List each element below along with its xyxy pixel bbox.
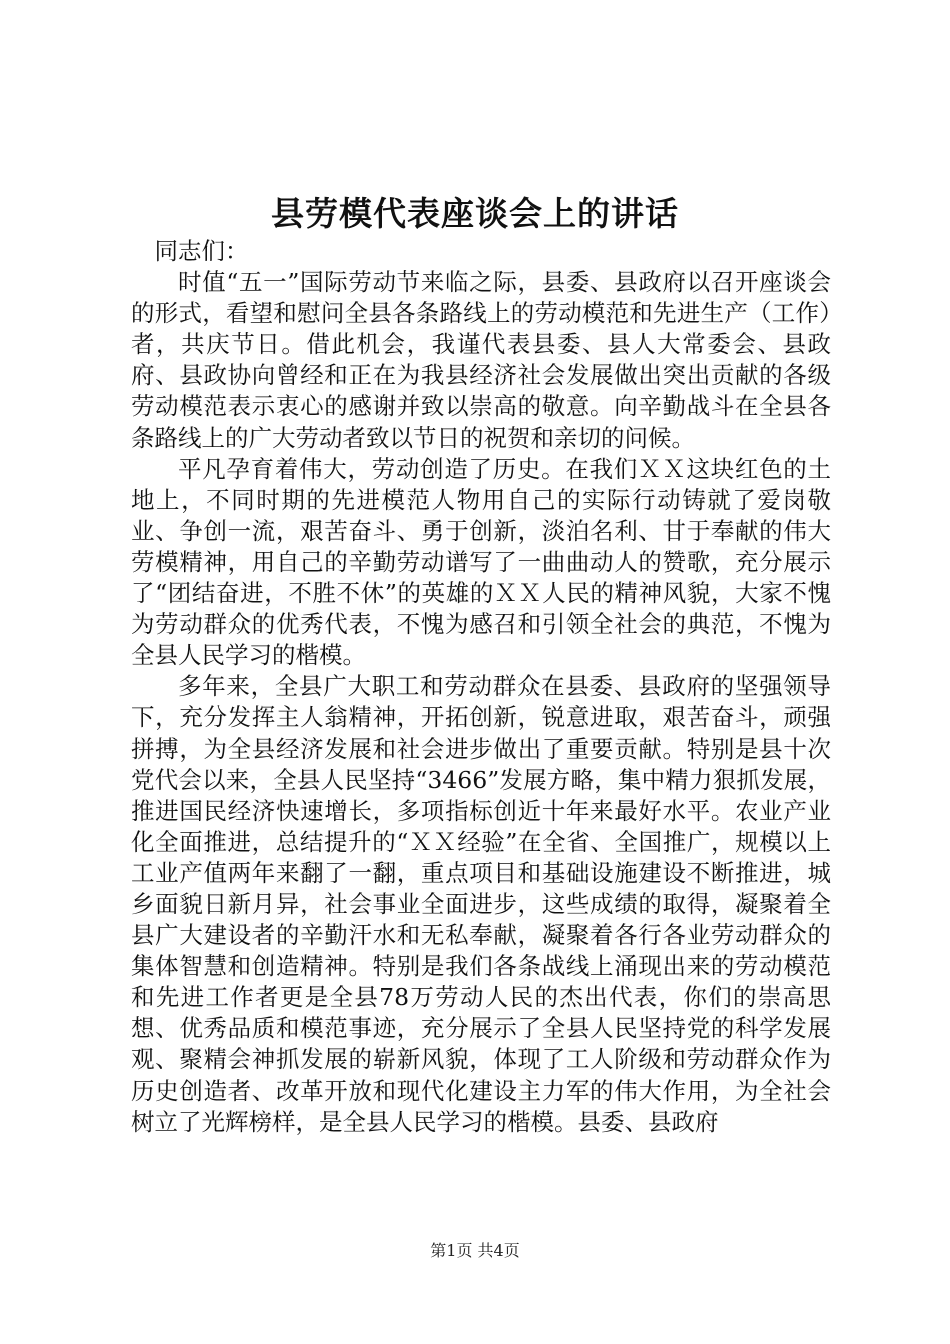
paragraph-1: 时值“五一”国际劳动节来临之际，县委、县政府以召开座谈会的形式，看望和慰问全县各条路线上的劳动模范和先进生产（工作）者，共庆节日。借此机会，我谨代表县委、县人大常委会、县政府、县政协向曾经和正在为我县经济社会发展做出突出贡献的各级劳动模范表示衷心的感谢并致以崇高的敬意。向辛勤战斗在全县各条路线上的广大劳动者致以节日的祝贺和亲切的问候。 [131,268,831,452]
paragraph-3: 多年来，全县广大职工和劳动群众在县委、县政府的坚强领导下，充分发挥主人翁精神，开拓创新，锐意进取，艰苦奋斗，顽强拼搏，为全县经济发展和社会进步做出了重要贡献。特别是县十次党代会以来，全县人民坚持“3466”发展方略，集中精力狠抓发展，推进国民经济快速增长，多项指标创近十年来最好水平。农业产业化全面推进，总结提升的“ＸＸ经验”在全省、全国推广，规模以上工业产值两年来翻了一翻，重点项目和基础设施建设不断推进，城乡面貌日新月异，社会事业全面进步，这些成绩的取得，凝聚着全县广大建设者的辛勤汗水和无私奉献，凝聚着各行各业劳动群众的集体智慧和创造精神。特别是我们各条战线上涌现出来的劳动模范和先进工作者更是全县78万劳动人民的杰出代表，你们的崇高思想、优秀品质和模范事迹，充分展示了全县人民坚持党的科学发展观、聚精会神抓发展的崭新风貌，体现了工人阶级和劳动群众作为历史创造者、改革开放和现代化建设主力军的伟大作用，为全社会树立了光辉榜样，是全县人民学习的楷模。县委、县政府 [131,672,831,1136]
page-number-footer: 第1页 共4页 [430,1241,520,1260]
paragraph-2: 平凡孕育着伟大，劳动创造了历史。在我们ＸＸ这块红色的土地上，不同时期的先进模范人物用自己的实际行动铸就了爱岗敬业、争创一流，艰苦奋斗、勇于创新，淡泊名利、甘于奉献的伟大劳模精神，用自己的辛勤劳动谱写了一曲曲动人的赞歌，充分展示了“团结奋进，不胜不休”的英雄的ＸＸ人民的精神风貌，大家不愧为劳动群众的优秀代表，不愧为感召和引领全社会的典范，不愧为全县人民学习的楷模。 [131,454,831,670]
document-title: 县劳模代表座谈会上的讲话 [271,194,679,233]
document-body [131,236,831,1138]
salutation: 同志们： [154,237,249,265]
